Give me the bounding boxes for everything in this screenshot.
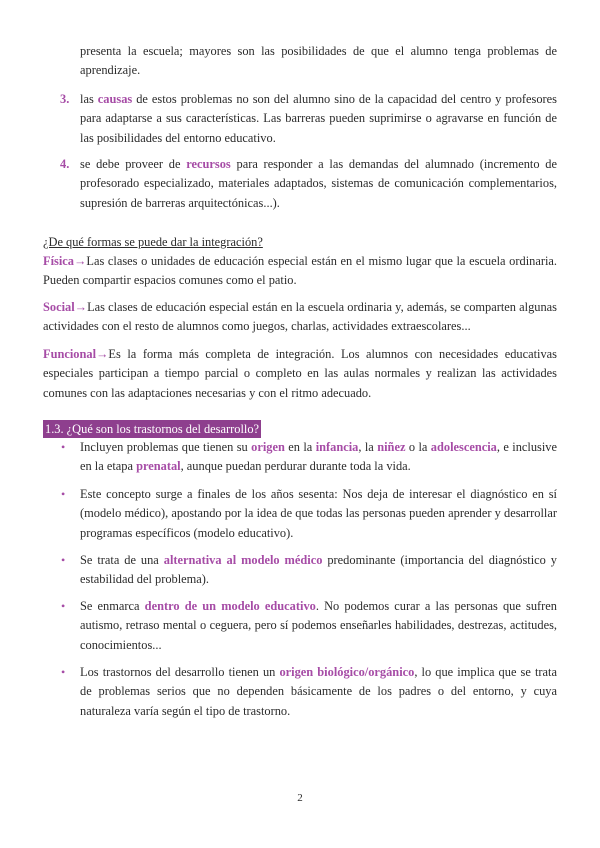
bullet-item-5	[80, 663, 557, 721]
integration-social	[43, 298, 557, 337]
bullet-icon: •	[61, 440, 66, 454]
text: de estos problemas no son del alumno sino de la capacidad del centro y profesores para adaptarse a sus características. Las barreras pueden suprimirse o agravarse en función de las posibilidades del entorno educativo.	[80, 92, 557, 145]
text: , aunque puedan perdurar durante toda la vida.	[180, 459, 411, 474]
page-number: 2	[297, 792, 303, 804]
item-number-4: 4.	[60, 157, 70, 171]
text: Los trastornos del desarrollo tienen un	[80, 665, 280, 679]
bullet-item-2	[80, 485, 557, 543]
integration-fisica	[43, 252, 557, 291]
integration-funcional	[43, 345, 557, 403]
text: las	[80, 92, 98, 106]
text: , la	[358, 440, 378, 454]
keyword-recursos: recursos	[186, 157, 231, 171]
text: , e inclusive en la etapa	[80, 440, 557, 474]
bullet-item-3	[80, 551, 557, 590]
text: Se enmarca	[80, 599, 145, 613]
term-fisica: Física	[43, 254, 74, 268]
numbered-item-4	[80, 155, 557, 213]
keyword: origen biológico/orgánico	[279, 665, 415, 679]
keyword: infancia	[315, 440, 359, 454]
term-funcional: Funcional	[43, 347, 97, 361]
text: , lo que implica que se trata de problemas serios que no dependen básicamente de los padres o del entorno, y cuya naturaleza varía según el tipo de trastorno.	[80, 665, 557, 718]
keyword: alternativa al modelo médico	[163, 553, 323, 567]
text: Se trata de una	[80, 553, 164, 567]
bullet-icon: •	[61, 553, 66, 567]
keyword: prenatal	[136, 459, 181, 474]
bullet-icon: •	[61, 599, 66, 613]
continuation-paragraph: presenta la escuela; mayores son las posibilidades de que el alumno tenga problemas de aprendizaje.	[80, 44, 557, 78]
keyword-causas: causas	[97, 92, 133, 106]
arrow-icon: →	[96, 347, 109, 361]
text: Las clases de educación especial están en la escuela ordinaria y, además, se comparten algunas actividades con el resto de alumnos como juegos, charlas, actividades extraescolares...	[43, 300, 557, 334]
bullet-item-1	[80, 438, 557, 477]
numbered-item-3	[80, 90, 557, 148]
text: Incluyen problemas que tienen su	[80, 440, 252, 454]
arrow-icon: →	[73, 254, 87, 268]
keyword: origen	[251, 440, 285, 454]
section-heading: 1.3. ¿Qué son los trastornos del desarrollo?	[45, 422, 260, 436]
bullet-icon: •	[61, 665, 66, 679]
keyword: niñez	[377, 440, 406, 454]
text: Este concepto surge a finales de los años sesenta: Nos deja de interesar el diagnóstico en sí (modelo médico), apostando por la idea de que todas las personas pueden aprender y desarrollar programas específicos (modelo educativo).	[80, 487, 557, 540]
text: . No podemos curar a las personas que sufren autismo, retraso mental o ceguera, pero sí podemos enseñarles habilidades, destrezas, actitudes, conocimientos...	[80, 599, 558, 652]
text: para responder a las demandas del alumnado (incremento de profesorado especializado, materiales adaptados, sistemas de comunicación complementarios, supresión de barreras arquitectónicas...).	[80, 157, 557, 210]
term-social: Social	[43, 300, 75, 314]
text: Las clases o unidades de educación especial están en el mismo lugar que la escuela ordinaria. Pueden compartir espacios comunes como el patio.	[43, 254, 557, 288]
integration-heading: ¿De qué formas se puede dar la integración?	[43, 235, 263, 249]
bullet-icon: •	[61, 487, 66, 501]
bullet-item-4	[80, 597, 557, 655]
text: en la	[284, 440, 316, 454]
text: se debe proveer de	[80, 157, 187, 171]
keyword: adolescencia	[430, 440, 497, 454]
text: Es la forma más completa de integración. Los alumnos con necesidades educativas especiales participan a tiempo parcial o completo en las aulas normales y realizan las actividades comunes con las adaptaciones necesarias y con el ritmo adecuado.	[43, 347, 557, 400]
text: predominante (importancia del diagnóstico y estabilidad del problema).	[80, 553, 558, 587]
text: o la	[405, 440, 431, 454]
arrow-icon: →	[74, 300, 88, 314]
keyword: dentro de un modelo educativo	[144, 599, 316, 613]
item-number-3: 3.	[60, 92, 70, 106]
